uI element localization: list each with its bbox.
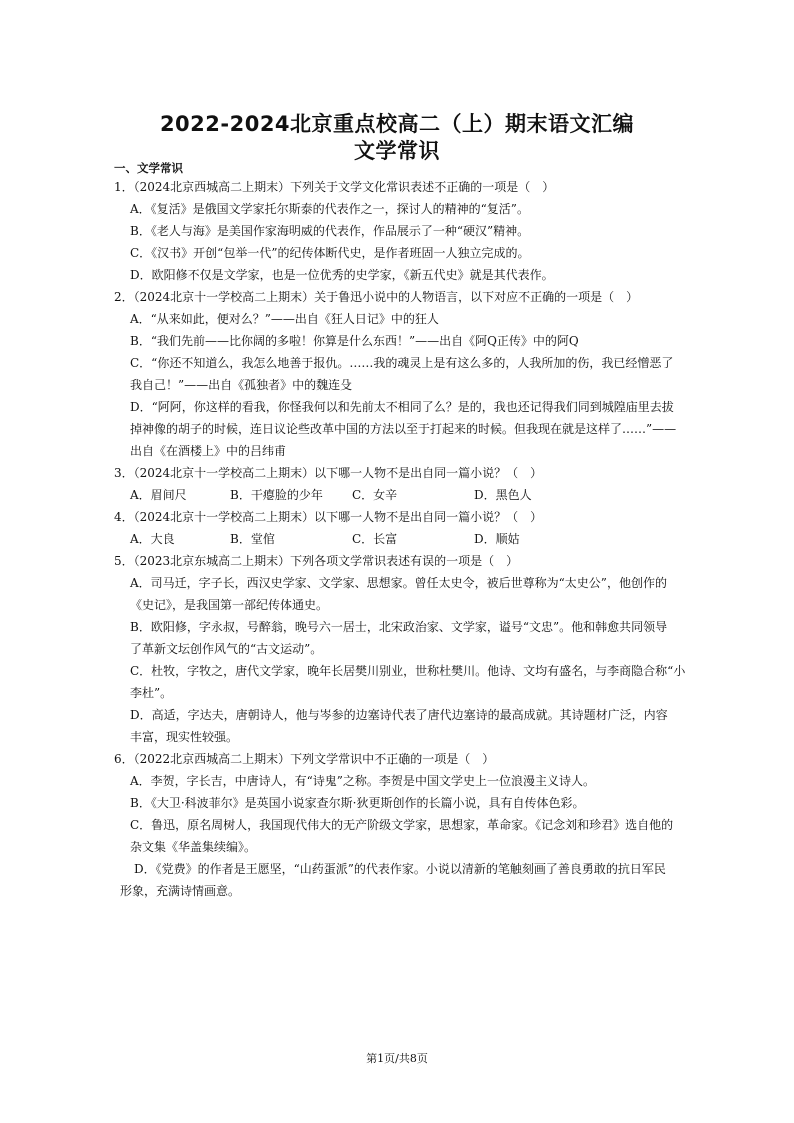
emphasis-char: 不 bbox=[374, 752, 387, 766]
question-4-option-b: B．堂倌 bbox=[230, 532, 275, 546]
question-6-option-c-line1: C．鲁迅，原名周树人，我国现代伟大的无产阶级文学家，思想家，革命家。《记念刘和珍君》选自他的 bbox=[130, 818, 674, 832]
question-1-option-d: D．欧阳修不仅是文学家，也是一位优秀的史学家，《新五代史》就是其代表作。 bbox=[130, 268, 554, 282]
question-2-option-a: A．“从来如此，便对么？”——出自《狂人日记》中的狂人 bbox=[130, 312, 439, 326]
question-4-option-c: C．长富 bbox=[352, 532, 398, 546]
emphasis-char: 正 bbox=[386, 752, 399, 766]
question-1-stem-part: 1．（2024北京西城高二上期末）下列关于文学文化常识表述 bbox=[114, 180, 435, 194]
question-4-option-d: D．顺姑 bbox=[474, 532, 520, 546]
emphasis-char: 不 bbox=[434, 180, 447, 194]
question-6-option-a: A．李贺，字长吉，中唐诗人，有“诗鬼”之称。李贺是中国文学史上一位浪漫主义诗人。 bbox=[130, 774, 595, 788]
question-5-option-a-line2: 《史记》，是我国第一部纪传体通史。 bbox=[130, 598, 329, 612]
question-1-option-b: B．《老人与海》是美国作家海明威的代表作，作品展示了一种“硬汉”精神。 bbox=[130, 224, 530, 238]
question-1-stem-part: 确的一项是（ ） bbox=[458, 180, 555, 194]
question-3-options bbox=[130, 484, 690, 506]
question-3-option-c: C．女辛 bbox=[352, 488, 398, 502]
question-1-option-c: C．《汉书》开创“包举一代”的纪传体断代史，是作者班固一人独立完成的。 bbox=[130, 246, 530, 260]
emphasis-char: 确 bbox=[398, 752, 411, 766]
question-5-stem: 5．（2023北京东城高二上期末）下列各项文学常识表述有误的一项是（ ） bbox=[114, 554, 519, 568]
question-6-stem-part: 的一项是（ ） bbox=[410, 752, 495, 766]
question-6-stem-part: 6．（2022北京西城高二上期末）下列文学常识中 bbox=[114, 752, 375, 766]
question-4-stem: 4．（2024北京十一学校高二上期末）以下哪一人物不是出自同一篇小说？（ ） bbox=[114, 510, 543, 524]
question-3-option-d: D．黑色人 bbox=[474, 488, 532, 502]
question-2-option-c-line2: 我自己！”——出自《孤独者》中的魏连殳 bbox=[130, 378, 353, 392]
question-5-option-c-line1: C．杜牧，字牧之，唐代文学家，晚年长居樊川别业，世称杜樊川。他诗、文均有盛名，与李商隐合称“小 bbox=[130, 664, 686, 678]
document-title: 2022-2024北京重点校高二（上）期末语文汇编 bbox=[159, 112, 635, 136]
question-5-option-d-line2: 丰富，现实性较强。 bbox=[130, 730, 239, 744]
question-2-option-d-line3: 出自《在酒楼上》中的吕纬甫 bbox=[130, 444, 287, 458]
question-3-option-b: B．干瘪脸的少年 bbox=[230, 488, 323, 502]
question-4-options bbox=[130, 528, 690, 550]
question-list bbox=[114, 176, 690, 902]
question-5-option-d-line1: D．高适，字达夫，唐朝诗人，他与岑参的边塞诗代表了唐代边塞诗的最高成就。其诗题材广泛，内容 bbox=[130, 708, 668, 722]
question-3-option-a: A．眉间尺 bbox=[130, 488, 187, 502]
question-2-option-d-line1: D．“阿阿，你这样的看我，你怪我何以和先前太不相同了么？是的，我也还记得我们同到城隍庙里去拔 bbox=[130, 400, 674, 414]
question-1-stem bbox=[114, 176, 690, 198]
question-2-option-d-line2: 掉神像的胡子的时候，连日议论些改革中国的方法以至于打起来的时候。但我现在就是这样了……”—— bbox=[130, 422, 677, 436]
question-5-option-c-line2: 李杜”。 bbox=[130, 686, 173, 700]
document-subtitle: 文学常识 bbox=[354, 139, 440, 163]
question-2-stem: 2．（2024北京十一学校高二上期末）关于鲁迅小说中的人物语言，以下对应不正确的一项是（ ） bbox=[114, 290, 639, 304]
question-6-option-d-line2: 形象，充满诗情画意。 bbox=[120, 884, 241, 898]
question-4-option-a: A．大良 bbox=[130, 532, 175, 546]
question-6-option-d-line1: D．《党费》的作者是王愿坚，“山药蛋派”的代表作家。小说以清新的笔触刻画了善良勇敢的抗日军民 bbox=[134, 862, 666, 876]
question-1-option-a: A．《复活》是俄国文学家托尔斯泰的代表作之一，探讨人的精神的“复活”。 bbox=[130, 202, 529, 216]
question-6-option-c-line2: 杂文集《华盖集续编》。 bbox=[130, 840, 257, 854]
question-3-stem: 3．（2024北京十一学校高二上期末）以下哪一人物不是出自同一篇小说？（ ） bbox=[114, 466, 543, 480]
question-6-option-b: B．《大卫·科波菲尔》是英国小说家查尔斯·狄更斯创作的长篇小说，具有自传体色彩。 bbox=[130, 796, 585, 810]
question-6-stem bbox=[114, 748, 690, 770]
page-number: 第1页/共8页 bbox=[366, 1052, 428, 1065]
section-heading: 一、文学常识 bbox=[114, 161, 183, 175]
question-5-option-a-line1: A．司马迁，字子长，西汉史学家、文学家、思想家。曾任太史令，被后世尊称为“太史公”，他创作的 bbox=[130, 576, 667, 590]
question-2-option-b: B．“我们先前——比你阔的多啦！你算是什么东西！”——出自《阿Q正传》中的阿Q bbox=[130, 334, 579, 348]
question-5-option-b-line2: 了革新文坛创作风气的“古文运动”。 bbox=[130, 642, 323, 656]
emphasis-char: 正 bbox=[446, 180, 459, 194]
question-5-option-b-line1: B．欧阳修，字永叔，号醉翁，晚号六一居士，北宋政治家、文学家，谥号“文忠”。他和韩愈共同领导 bbox=[130, 620, 668, 634]
question-2-option-c-line1: C．“你还不知道么，我怎么地善于报仇。……我的魂灵上是有这么多的，人我所加的伤，我已经憎恶了 bbox=[130, 356, 674, 370]
